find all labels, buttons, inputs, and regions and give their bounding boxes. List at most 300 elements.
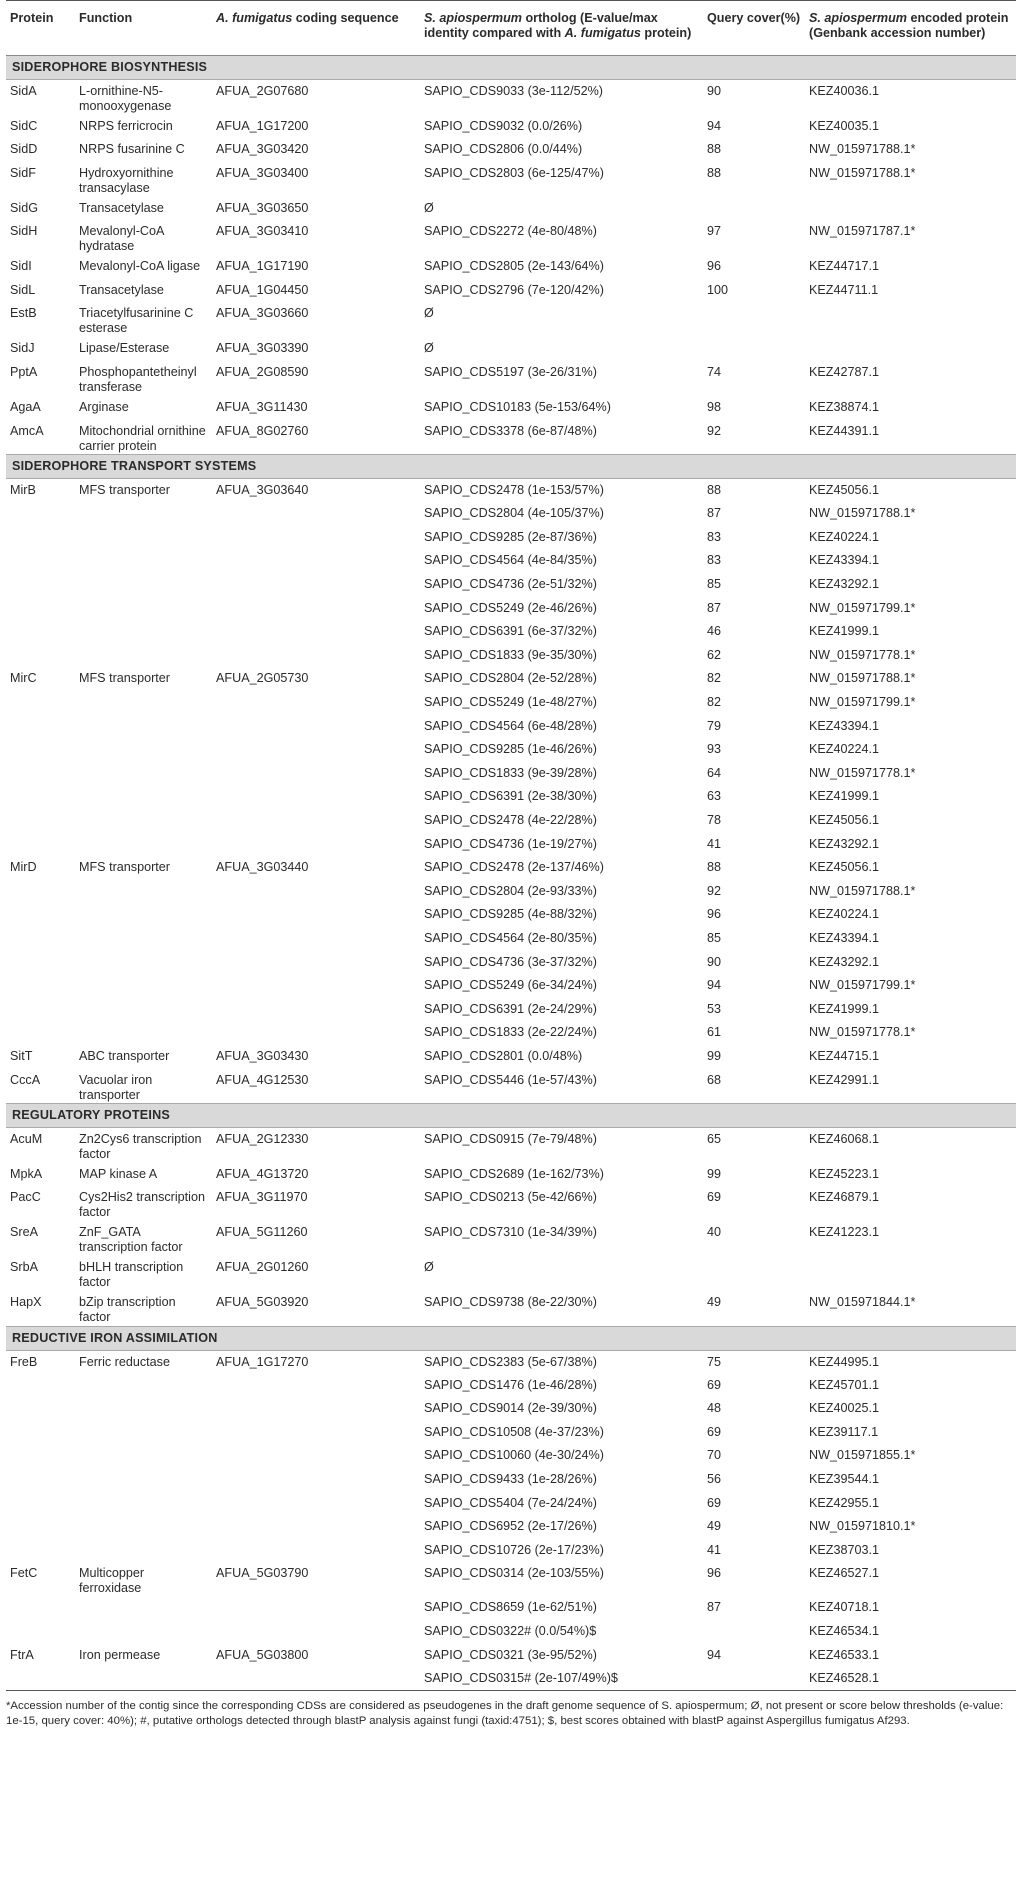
cell-protein: SidA: [10, 84, 37, 98]
cell-seq: [212, 644, 420, 668]
cell-seq: [212, 1620, 420, 1644]
cell-protein: SidG: [10, 200, 38, 215]
table-row: [6, 1468, 1016, 1492]
cell-protein: [6, 620, 75, 644]
cell-protein: [6, 691, 75, 715]
table-row: [6, 620, 1016, 644]
table-row: [6, 597, 1016, 621]
table-row: [6, 667, 1016, 691]
cell-seq: [212, 715, 420, 739]
cell-protein: [6, 597, 75, 621]
cell-ortholog: SAPIO_CDS2806 (0.0/44%): [424, 142, 583, 157]
cell-cover: 87: [707, 1600, 722, 1615]
cell-cover: [703, 197, 805, 221]
table-row: [6, 1444, 1016, 1468]
cell-function: [75, 951, 212, 975]
cell-ortholog: SAPIO_CDS1833 (9e-39/28%): [424, 765, 597, 780]
cell-ortholog: Ø: [424, 200, 434, 215]
cell-function: [75, 1374, 212, 1398]
table-row: [6, 998, 1016, 1022]
cell-protein: [6, 1620, 75, 1644]
cell-protein: [6, 833, 75, 857]
cell-cover: 49: [707, 1295, 722, 1310]
cell-function: Arginase: [79, 400, 129, 415]
cell-function: L-ornithine-N5-monooxygenase: [79, 84, 172, 113]
cell-acc: KEZ46528.1: [805, 1667, 1016, 1691]
cell-ortholog: SAPIO_CDS5197 (3e-26/31%): [424, 365, 597, 380]
cell-acc: NW_015971788.1*: [809, 671, 916, 686]
table-row: [6, 809, 1016, 833]
cell-acc: KEZ46879.1: [809, 1190, 880, 1205]
cell-ortholog: SAPIO_CDS9738 (8e-22/30%): [424, 1295, 597, 1310]
cell-seq: [212, 1021, 420, 1045]
cell-protein: [6, 715, 75, 739]
cell-acc: KEZ44711.1: [809, 282, 879, 297]
cell-seq: AFUA_3G11430: [216, 400, 308, 415]
cell-acc: NW_015971788.1*: [809, 165, 916, 180]
cell-protein: MirD: [10, 860, 37, 875]
cell-acc: KEZ38703.1: [809, 1542, 880, 1557]
cell-protein: FreB: [10, 1354, 38, 1369]
cell-seq: AFUA_3G03410: [216, 224, 309, 239]
cell-cover: 85: [707, 930, 722, 945]
table-row: [6, 974, 1016, 998]
header-function: Function: [75, 1, 212, 56]
table-row: [6, 115, 1016, 139]
cell-acc: KEZ41999.1: [809, 624, 880, 639]
cell-protein: MirC: [10, 671, 37, 686]
table-row: [6, 644, 1016, 668]
cell-acc: NW_015971788.1*: [809, 142, 916, 157]
cell-acc: NW_015971844.1*: [809, 1295, 916, 1310]
cell-protein: [6, 738, 75, 762]
cell-protein: [6, 526, 75, 550]
cell-protein: SidF: [10, 165, 36, 180]
cell-acc: KEZ45056.1: [809, 483, 880, 498]
cell-seq: [212, 951, 420, 975]
cell-function: [75, 1667, 212, 1691]
cell-ortholog: SAPIO_CDS4564 (4e-84/35%): [424, 553, 597, 568]
cell-cover: 41: [707, 1542, 722, 1557]
cell-protein: [6, 785, 75, 809]
cell-ortholog: SAPIO_CDS2272 (4e-80/48%): [424, 224, 597, 239]
cell-acc: KEZ44995.1: [809, 1354, 880, 1369]
cell-seq: AFUA_3G03440: [216, 860, 309, 875]
table-row: [6, 1515, 1016, 1539]
cell-seq: [212, 833, 420, 857]
cell-acc: KEZ44391.1: [809, 423, 880, 438]
cell-seq: AFUA_5G03920: [216, 1295, 309, 1310]
cell-seq: AFUA_2G12330: [216, 1132, 309, 1146]
cell-function: ABC transporter: [79, 1048, 170, 1063]
cell-acc: NW_015971788.1*: [809, 883, 916, 898]
cell-ortholog: SAPIO_CDS1833 (2e-22/24%): [424, 1025, 597, 1040]
table-row: [6, 951, 1016, 975]
cell-ortholog: SAPIO_CDS4736 (2e-51/32%): [424, 577, 597, 592]
table-row: [6, 573, 1016, 597]
cell-ortholog: SAPIO_CDS5249 (2e-46/26%): [424, 600, 597, 615]
cell-acc: NW_015971799.1*: [809, 695, 916, 709]
cell-seq: [212, 1596, 420, 1620]
cell-function: [75, 1596, 212, 1620]
header-query-cover: Query cover(%): [703, 1, 805, 56]
cell-seq: [212, 880, 420, 904]
cell-function: [75, 1021, 212, 1045]
cell-function: [75, 715, 212, 739]
cell-protein: SidL: [10, 282, 36, 297]
table-row: [6, 526, 1016, 550]
cell-protein: [6, 903, 75, 927]
cell-ortholog: SAPIO_CDS6391 (2e-38/30%): [424, 789, 597, 804]
cell-ortholog: SAPIO_CDS5249 (6e-34/24%): [424, 978, 597, 993]
cell-cover: 74: [707, 365, 722, 380]
cell-cover: 94: [707, 978, 722, 993]
cell-seq: AFUA_1G17270: [216, 1354, 309, 1369]
cell-protein: SidI: [10, 259, 32, 274]
cell-acc: KEZ45701.1: [809, 1377, 880, 1392]
cell-seq: AFUA_2G08590: [216, 365, 309, 380]
table-row: [6, 880, 1016, 904]
cell-acc: KEZ40025.1: [809, 1401, 880, 1416]
table-row: [6, 361, 1016, 396]
cell-acc: KEZ42787.1: [809, 365, 880, 380]
cell-protein: SidH: [10, 224, 38, 239]
cell-seq: AFUA_2G01260: [216, 1260, 309, 1275]
cell-seq: [212, 1515, 420, 1539]
cell-function: ZnF_GATA transcription factor: [79, 1225, 183, 1255]
cell-cover: 62: [707, 647, 722, 662]
cell-function: [75, 1515, 212, 1539]
cell-protein: [6, 809, 75, 833]
header-protein: Protein: [6, 1, 75, 56]
cell-ortholog: SAPIO_CDS2478 (2e-137/46%): [424, 860, 604, 875]
cell-cover: 83: [707, 553, 722, 568]
cell-protein: [6, 644, 75, 668]
cell-cover: 88: [707, 483, 722, 498]
cell-protein: [6, 1421, 75, 1445]
cell-seq: AFUA_3G03640: [216, 483, 309, 498]
cell-ortholog: SAPIO_CDS10726 (2e-17/23%): [424, 1542, 604, 1557]
table-row: [6, 856, 1016, 880]
cell-seq: AFUA_2G07680: [216, 84, 309, 98]
table-row: [6, 1350, 1016, 1374]
cell-acc: KEZ43394.1: [809, 930, 880, 945]
cell-ortholog: SAPIO_CDS4564 (6e-48/28%): [424, 718, 597, 733]
cell-protein: AcuM: [10, 1132, 43, 1146]
cell-function: Transacetylase: [79, 200, 164, 215]
cell-protein: FetC: [10, 1566, 38, 1581]
cell-cover: [703, 1667, 805, 1691]
cell-seq: [212, 738, 420, 762]
cell-protein: [6, 502, 75, 526]
cell-acc: KEZ38874.1: [809, 400, 880, 415]
cell-seq: [212, 1667, 420, 1691]
cell-function: [75, 1468, 212, 1492]
cell-ortholog: Ø: [424, 1260, 434, 1275]
cell-acc: KEZ43394.1: [809, 553, 880, 568]
cell-function: [75, 1444, 212, 1468]
cell-cover: 87: [707, 506, 722, 521]
cell-function: MFS transporter: [79, 671, 170, 686]
cell-ortholog: Ø: [424, 306, 434, 321]
cell-ortholog: SAPIO_CDS0314 (2e-103/55%): [424, 1566, 604, 1581]
section-title: REDUCTIVE IRON ASSIMILATION: [6, 1326, 1016, 1350]
cell-ortholog: SAPIO_CDS9285 (4e-88/32%): [424, 907, 597, 922]
cell-cover: 92: [707, 423, 722, 438]
cell-seq: [212, 998, 420, 1022]
cell-acc: KEZ43292.1: [809, 836, 880, 851]
table-row: [6, 1596, 1016, 1620]
cell-function: [75, 998, 212, 1022]
cell-seq: AFUA_5G11260: [216, 1225, 308, 1240]
cell-cover: 65: [707, 1132, 722, 1146]
cell-ortholog: SAPIO_CDS4736 (1e-19/27%): [424, 836, 597, 851]
cell-protein: PacC: [10, 1190, 41, 1205]
cell-cover: 98: [707, 400, 722, 415]
table-row: [6, 420, 1016, 455]
cell-ortholog: SAPIO_CDS4736 (3e-37/32%): [424, 954, 597, 969]
cell-function: [75, 738, 212, 762]
cell-acc: NW_015971778.1*: [809, 1025, 916, 1040]
cell-acc: NW_015971855.1*: [809, 1448, 916, 1463]
cell-function: MAP kinase A: [79, 1166, 158, 1181]
table-row: [6, 1421, 1016, 1445]
cell-function: bHLH transcription factor: [79, 1260, 184, 1290]
cell-seq: AFUA_5G03800: [216, 1647, 309, 1662]
cell-acc: KEZ41999.1: [809, 789, 880, 804]
cell-seq: AFUA_3G03660: [216, 306, 309, 321]
cell-cover: 53: [707, 1001, 722, 1016]
table-row: [6, 279, 1016, 303]
table-row: [6, 1186, 1016, 1221]
cell-cover: 85: [707, 577, 722, 592]
cell-seq: AFUA_3G03390: [216, 341, 309, 356]
cell-acc: KEZ42991.1: [809, 1072, 880, 1087]
cell-function: [75, 762, 212, 786]
cell-ortholog: SAPIO_CDS2801 (0.0/48%): [424, 1048, 583, 1063]
table-row: [6, 1374, 1016, 1398]
cell-function: [75, 1421, 212, 1445]
section-header: [6, 56, 1016, 80]
cell-protein: SitT: [10, 1048, 33, 1063]
cell-seq: [212, 974, 420, 998]
table-row: [6, 715, 1016, 739]
cell-acc: [805, 337, 1016, 361]
section-title: REGULATORY PROTEINS: [6, 1104, 1016, 1128]
table-row: [6, 691, 1016, 715]
cell-seq: [212, 1421, 420, 1445]
cell-ortholog: SAPIO_CDS2804 (2e-52/28%): [424, 671, 597, 686]
cell-ortholog: SAPIO_CDS5404 (7e-24/24%): [424, 1495, 597, 1510]
cell-cover: 69: [707, 1190, 722, 1205]
cell-cover: 79: [707, 718, 722, 733]
cell-seq: [212, 1444, 420, 1468]
table-row: [6, 762, 1016, 786]
cell-cover: 41: [707, 836, 722, 851]
cell-function: Mevalonyl-CoA ligase: [79, 259, 201, 274]
cell-seq: [212, 1539, 420, 1563]
cell-protein: [6, 1667, 75, 1691]
cell-seq: [212, 762, 420, 786]
cell-function: [75, 833, 212, 857]
cell-function: NRPS ferricrocin: [79, 118, 173, 133]
table-row: [6, 1163, 1016, 1187]
cell-cover: 100: [707, 282, 729, 297]
cell-seq: AFUA_8G02760: [216, 423, 309, 438]
table-row: [6, 1644, 1016, 1668]
table-row: [6, 1069, 1016, 1104]
cell-cover: 70: [707, 1448, 722, 1463]
cell-function: [75, 1620, 212, 1644]
cell-function: MFS transporter: [79, 483, 170, 498]
cell-acc: KEZ46533.1: [809, 1647, 880, 1662]
cell-protein: [6, 998, 75, 1022]
cell-seq: AFUA_3G03400: [216, 165, 309, 180]
cell-function: [75, 549, 212, 573]
cell-protein: EstB: [10, 306, 37, 321]
cell-protein: AgaA: [10, 400, 41, 415]
cell-function: [75, 880, 212, 904]
cell-function: [75, 785, 212, 809]
table-body: [6, 56, 1016, 1691]
cell-acc: KEZ46068.1: [809, 1132, 880, 1146]
cell-ortholog: SAPIO_CDS9433 (1e-28/26%): [424, 1472, 597, 1487]
cell-ortholog: SAPIO_CDS6391 (2e-24/29%): [424, 1001, 597, 1016]
table-row: [6, 138, 1016, 162]
cell-cover: 90: [707, 954, 722, 969]
cell-protein: [6, 1374, 75, 1398]
cell-protein: SidD: [10, 142, 38, 157]
cell-seq: [212, 785, 420, 809]
cell-cover: 99: [707, 1166, 722, 1181]
table-row: [6, 785, 1016, 809]
cell-seq: [212, 502, 420, 526]
cell-protein: CccA: [10, 1072, 41, 1087]
table-row: [6, 549, 1016, 573]
cell-acc: KEZ45056.1: [809, 812, 880, 827]
cell-ortholog: SAPIO_CDS0322# (0.0/54%)$: [424, 1624, 597, 1639]
table-row: [6, 1562, 1016, 1596]
cell-protein: [6, 880, 75, 904]
table-header: [6, 1, 1016, 56]
ortholog-table: [6, 0, 1016, 1691]
cell-cover: 69: [707, 1424, 722, 1439]
cell-acc: KEZ46527.1: [809, 1566, 880, 1581]
cell-function: NRPS fusarinine C: [79, 142, 185, 157]
cell-function: [75, 974, 212, 998]
cell-cover: 83: [707, 529, 722, 544]
cell-protein: SrbA: [10, 1260, 38, 1275]
cell-cover: 82: [707, 695, 722, 709]
header-encoded-protein: S. apiospermum encoded protein (Genbank accession number): [805, 1, 1016, 56]
cell-ortholog: SAPIO_CDS6952 (2e-17/26%): [424, 1519, 597, 1534]
cell-ortholog: SAPIO_CDS6391 (6e-37/32%): [424, 624, 597, 639]
cell-function: Ferric reductase: [79, 1354, 170, 1369]
cell-acc: KEZ41999.1: [809, 1001, 880, 1016]
cell-protein: AmcA: [10, 423, 44, 438]
table-row: [6, 1045, 1016, 1069]
table-row: [6, 1291, 1016, 1326]
cell-cover: [703, 1620, 805, 1644]
cell-seq: [212, 1374, 420, 1398]
cell-protein: [6, 762, 75, 786]
cell-function: Triacetylfusarinine C esterase: [79, 306, 194, 336]
cell-seq: [212, 597, 420, 621]
cell-cover: 88: [707, 165, 722, 180]
cell-acc: NW_015971799.1*: [809, 600, 916, 615]
cell-seq: AFUA_3G03650: [216, 200, 309, 215]
table-row: [6, 502, 1016, 526]
cell-protein: [6, 927, 75, 951]
cell-acc: KEZ39544.1: [809, 1472, 880, 1487]
cell-ortholog: SAPIO_CDS9014 (2e-39/30%): [424, 1401, 597, 1416]
cell-function: [75, 526, 212, 550]
cell-seq: [212, 691, 420, 715]
cell-acc: KEZ40718.1: [809, 1600, 880, 1615]
cell-protein: [6, 549, 75, 573]
cell-function: [75, 1539, 212, 1563]
cell-seq: AFUA_1G04450: [216, 282, 309, 297]
cell-cover: 94: [707, 1647, 722, 1662]
cell-cover: 64: [707, 765, 722, 780]
table-row: [6, 927, 1016, 951]
cell-acc: KEZ46534.1: [809, 1624, 880, 1639]
table-row: [6, 255, 1016, 279]
cell-seq: AFUA_3G03430: [216, 1048, 309, 1063]
cell-ortholog: SAPIO_CDS2805 (2e-143/64%): [424, 259, 604, 274]
cell-cover: 49: [707, 1519, 722, 1534]
cell-function: MFS transporter: [79, 860, 170, 875]
cell-ortholog: SAPIO_CDS10183 (5e-153/64%): [424, 400, 611, 415]
cell-seq: AFUA_3G11970: [216, 1190, 308, 1205]
cell-ortholog: SAPIO_CDS2796 (7e-120/42%): [424, 282, 604, 297]
cell-function: Cys2His2 transcription factor: [79, 1190, 205, 1220]
cell-acc: [805, 197, 1016, 221]
cell-seq: [212, 927, 420, 951]
cell-protein: [6, 1444, 75, 1468]
cell-protein: [6, 1515, 75, 1539]
table-row: [6, 337, 1016, 361]
cell-protein: [6, 951, 75, 975]
cell-protein: HapX: [10, 1295, 42, 1310]
cell-acc: KEZ40035.1: [809, 118, 880, 133]
cell-ortholog: SAPIO_CDS1476 (1e-46/28%): [424, 1377, 597, 1392]
cell-acc: NW_015971778.1*: [809, 647, 916, 662]
cell-cover: 40: [707, 1225, 722, 1240]
table-row: [6, 1021, 1016, 1045]
cell-acc: KEZ43292.1: [809, 954, 880, 969]
cell-cover: 90: [707, 84, 722, 98]
cell-seq: [212, 620, 420, 644]
cell-seq: AFUA_1G17190: [216, 259, 309, 274]
cell-acc: KEZ40224.1: [809, 742, 880, 757]
cell-cover: 96: [707, 1566, 722, 1581]
table-row: [6, 833, 1016, 857]
cell-protein: SidC: [10, 118, 38, 133]
cell-ortholog: SAPIO_CDS0321 (3e-95/52%): [424, 1647, 597, 1662]
table-row: [6, 396, 1016, 420]
cell-function: [75, 573, 212, 597]
cell-ortholog: SAPIO_CDS9285 (2e-87/36%): [424, 529, 597, 544]
cell-function: [75, 809, 212, 833]
cell-function: Zn2Cys6 transcription factor: [79, 1132, 202, 1161]
section-title: SIDEROPHORE BIOSYNTHESIS: [6, 56, 1016, 80]
cell-ortholog: SAPIO_CDS3378 (6e-87/48%): [424, 423, 597, 438]
cell-acc: KEZ44715.1: [809, 1048, 880, 1063]
cell-acc: KEZ43292.1: [809, 577, 880, 592]
cell-cover: 87: [707, 600, 722, 615]
cell-protein: SreA: [10, 1225, 38, 1240]
